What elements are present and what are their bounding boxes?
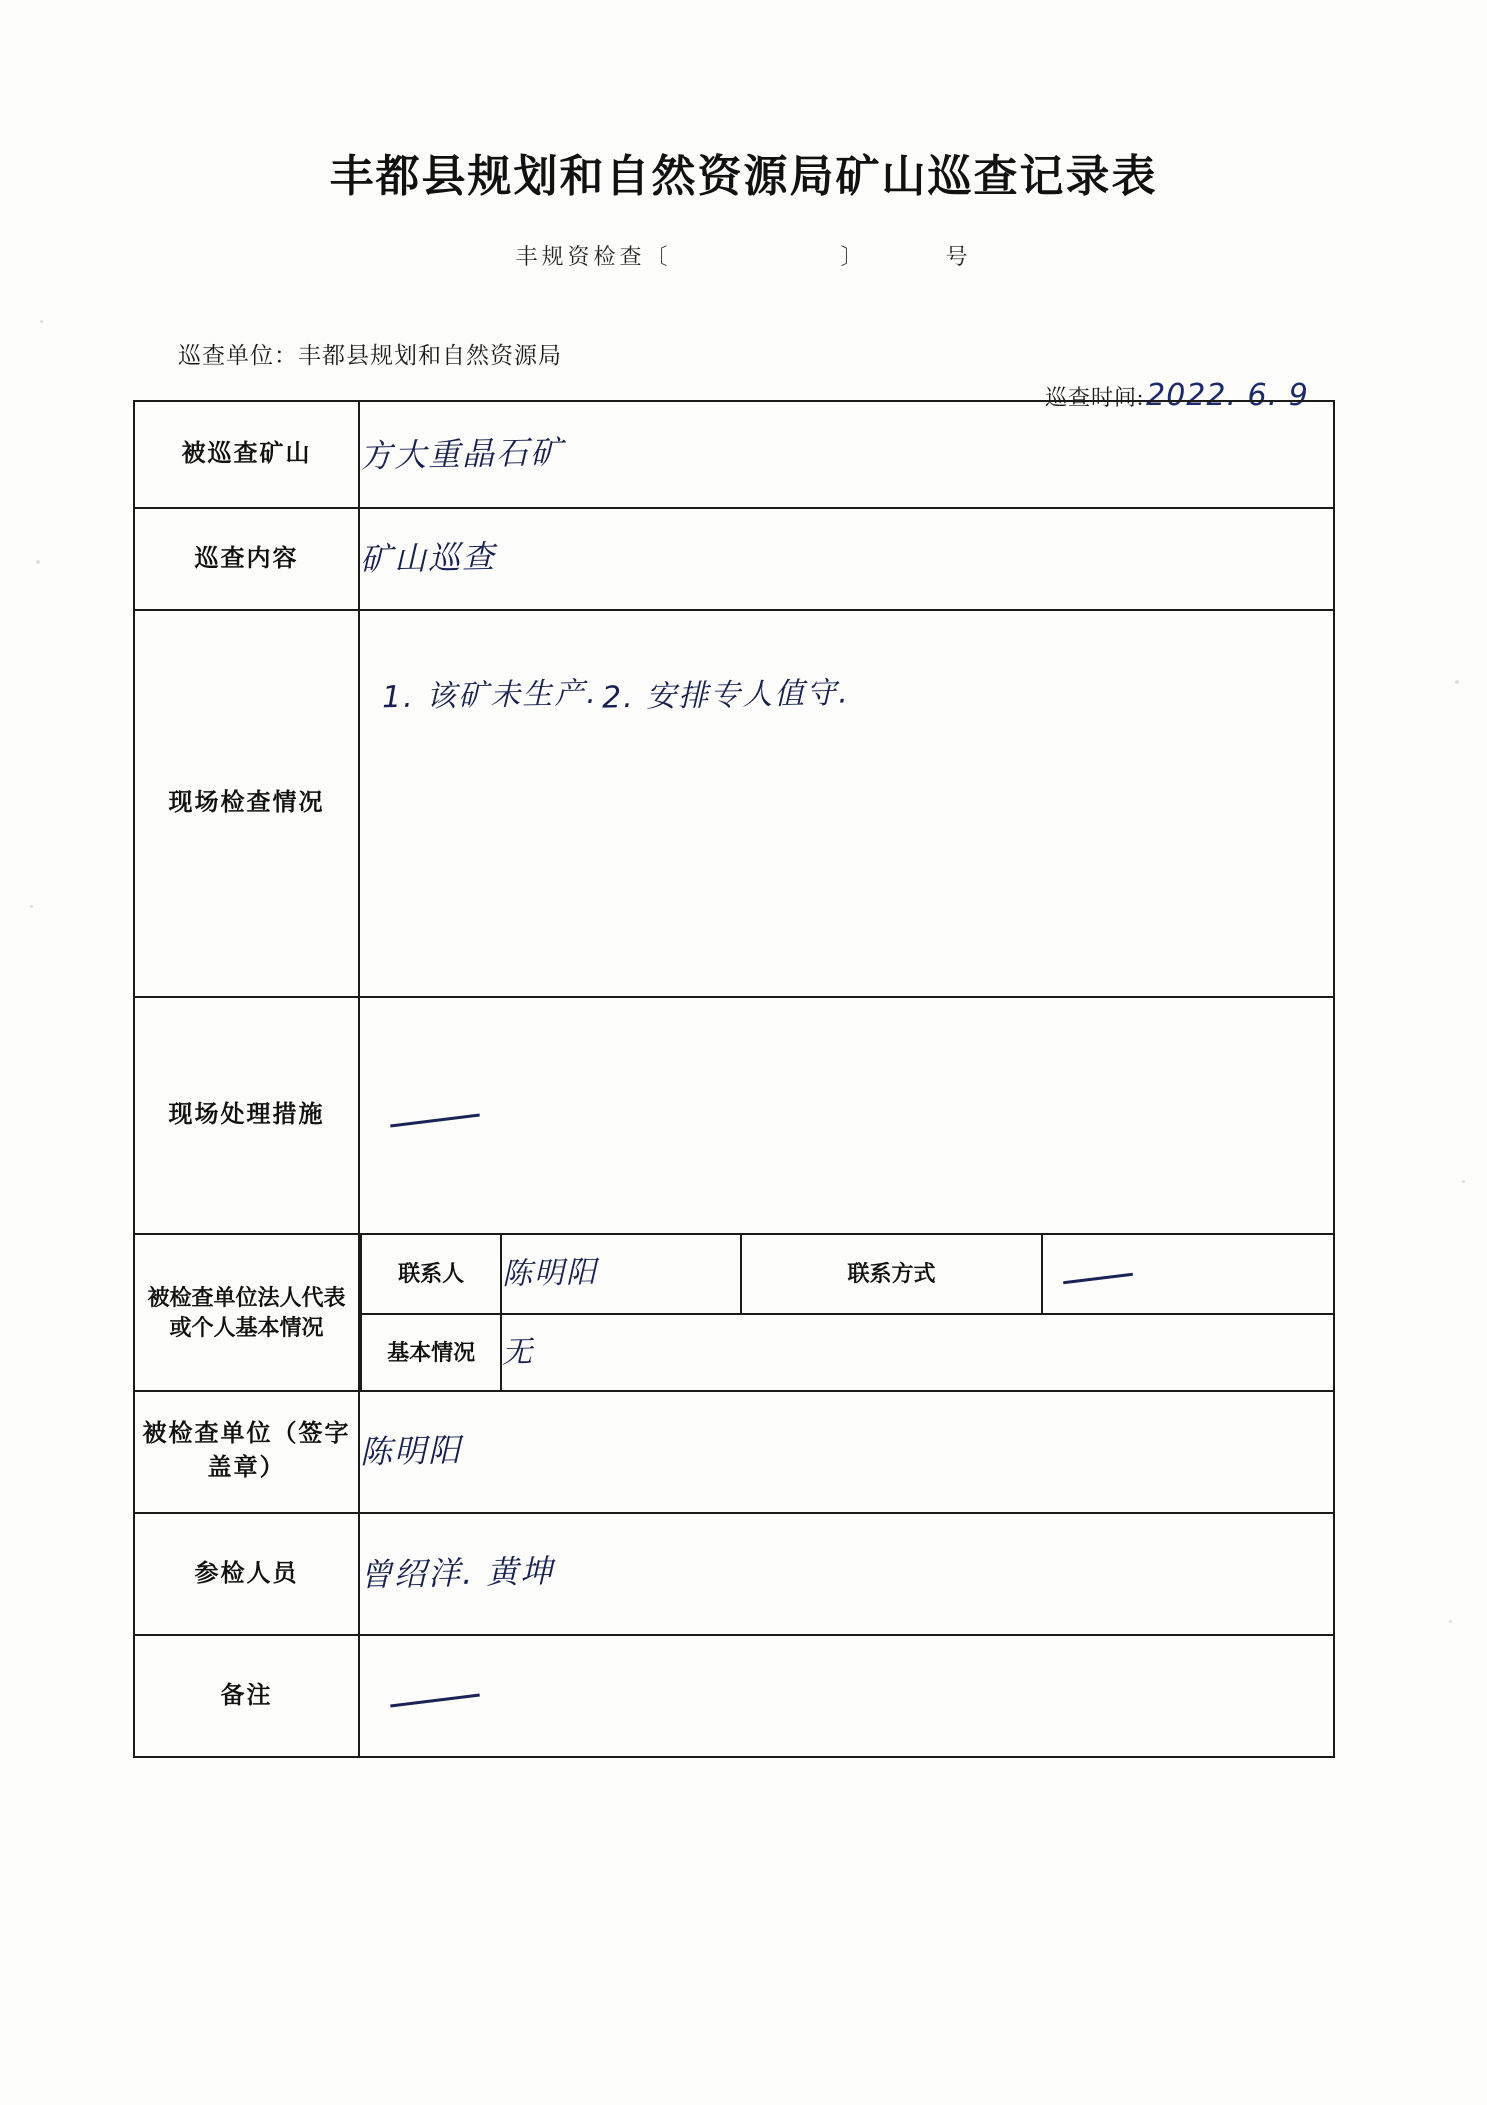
basic-info-value-cell xyxy=(501,1314,1333,1390)
site-check-label: 现场检查情况 xyxy=(134,610,359,997)
scan-speck xyxy=(1455,680,1459,684)
contact-way-value-cell xyxy=(1042,1235,1333,1314)
table-row-site-check xyxy=(134,610,1334,997)
checked-unit-signature: 陈明阳 xyxy=(359,1431,463,1472)
measures-value-cell xyxy=(359,997,1334,1234)
site-check-value-cell xyxy=(359,610,1334,997)
inspectors-value: 曾绍洋. 黄坤 xyxy=(359,1552,555,1595)
scan-speck xyxy=(1462,1180,1465,1183)
subtable-row-basic-info xyxy=(361,1314,1333,1390)
inspection-unit-value: 丰都县规划和自然资源局 xyxy=(298,343,562,368)
inspection-unit-line xyxy=(178,337,562,370)
checked-unit-label xyxy=(134,1391,359,1513)
checked-unit-label-text: 被检查单位（签字盖章） xyxy=(142,1421,351,1481)
measures-label: 现场处理措施 xyxy=(134,997,359,1234)
table-row-content xyxy=(134,508,1334,610)
inspection-time-value: 2022. 6. 9 xyxy=(1146,378,1309,413)
inspection-unit-label: 巡查单位： xyxy=(178,343,298,368)
table-row-legal-rep xyxy=(134,1234,1334,1391)
record-table xyxy=(133,400,1335,1758)
content-value-cell xyxy=(359,508,1334,610)
legal-rep-label: 被检查单位法人代表或个人基本情况 xyxy=(134,1234,359,1391)
scan-speck xyxy=(36,560,40,564)
inspection-time-label: 巡查时间: xyxy=(1045,385,1145,410)
measures-value xyxy=(390,1113,480,1127)
table-row-measures xyxy=(134,997,1334,1234)
remarks-label: 备注 xyxy=(134,1635,359,1757)
table-row-inspectors xyxy=(134,1513,1334,1635)
basic-info-label: 基本情况 xyxy=(361,1314,501,1390)
basic-info-value: 无 xyxy=(501,1334,535,1370)
document-number-line xyxy=(0,240,1487,271)
contact-person-value-cell xyxy=(501,1235,741,1314)
site-check-value-1: 1. 该矿未生产. xyxy=(381,675,599,716)
mine-label: 被巡查矿山 xyxy=(134,401,359,508)
table-row-remarks xyxy=(134,1635,1334,1757)
document-number-prefix: 丰规资检查〔 xyxy=(515,244,672,269)
subtable-row-contact xyxy=(361,1235,1333,1314)
checked-unit-value-cell xyxy=(359,1391,1334,1513)
contact-person-label: 联系人 xyxy=(361,1235,501,1314)
inspectors-label: 参检人员 xyxy=(134,1513,359,1635)
table-row-checked-unit xyxy=(134,1391,1334,1513)
scan-speck xyxy=(30,905,33,908)
content-label: 巡查内容 xyxy=(134,508,359,610)
remarks-value xyxy=(390,1694,480,1708)
site-check-value-2: 2. 安排专人值守. xyxy=(601,675,850,716)
legal-rep-subtable xyxy=(360,1235,1333,1390)
table-row-mine xyxy=(134,401,1334,508)
remarks-value-cell xyxy=(359,1635,1334,1757)
mine-value-cell xyxy=(359,401,1334,508)
page-title: 丰都县规划和自然资源局矿山巡查记录表 xyxy=(329,152,1158,201)
document-number-mid: 〕 xyxy=(840,244,867,269)
contact-person-value: 陈明阳 xyxy=(501,1254,599,1293)
content-value: 矿山巡查 xyxy=(359,537,497,579)
scan-speck xyxy=(1449,1620,1452,1623)
scan-speck xyxy=(40,320,43,323)
inspectors-value-cell xyxy=(359,1513,1334,1635)
mine-value: 方大重晶石矿 xyxy=(359,432,565,476)
contact-way-value xyxy=(1063,1273,1133,1285)
document-number-suffix: 号 xyxy=(945,244,972,269)
legal-rep-detail-cell xyxy=(359,1234,1334,1391)
contact-way-label: 联系方式 xyxy=(741,1235,1041,1314)
